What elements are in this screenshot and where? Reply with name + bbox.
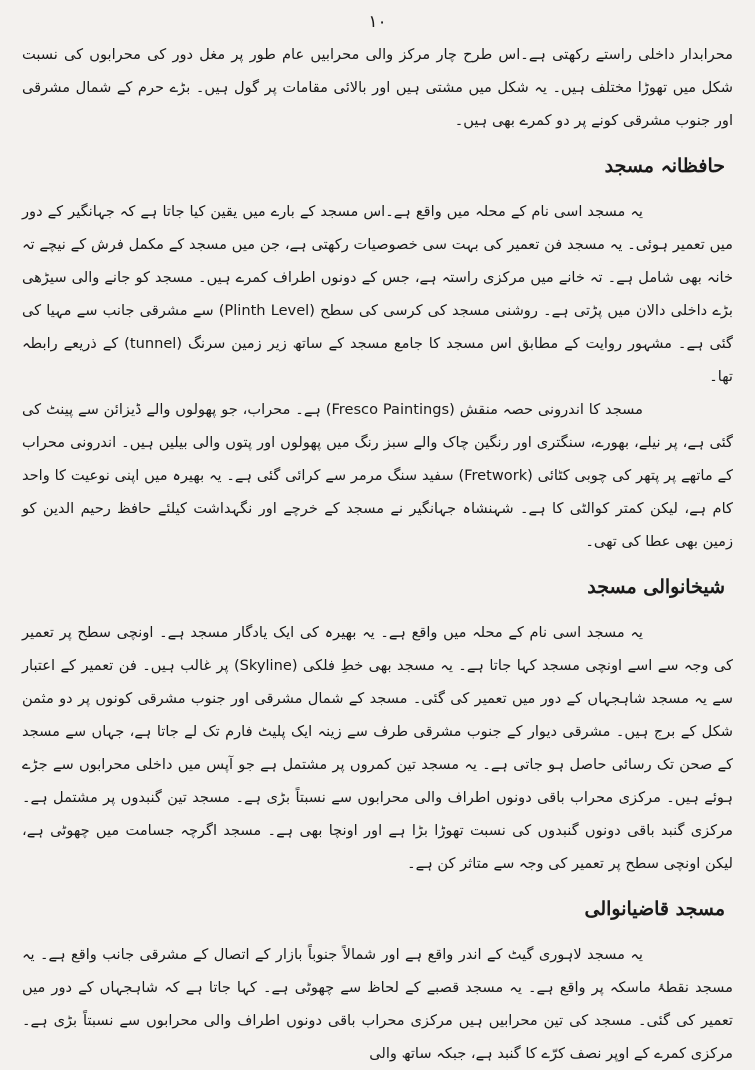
section-heading-hafizana-masjid: حافظانہ مسجد [604,155,725,177]
section-heading-qaziyanwali-masjid: مسجد قاضیانوالی [584,898,725,920]
page-number: ۱۰ [368,12,387,32]
paragraph-intro: محرابدار داخلی راستے رکھتی ہے۔اس طرح چار مرکز والی محرابیں عام طور پر مغل دور کی محرابوں کی نسبت شکل میں تھوڑا مختلف ہیں۔ یہ شکل میں مشتی ہیں اور بالائی مقامات پر گول ہیں۔ بڑے حرم کے شمال مشرقی اور جنوب مشرقی کونے پر دو کمرے بھی ہیں۔ [22,46,733,129]
paragraph-hafizana-1: یہ مسجد اسی نام کے محلہ میں واقع ہے۔اس مسجد کے بارے میں یقین کیا جاتا ہے کہ جہانگیر کے دور میں تعمیر ہوئی۔ یہ مسجد فن تعمیر کی بہت سی خصوصیات رکھتی ہے، جن میں مسجد کے مکمل فرش کے نیچے تہ خانہ بھی شامل ہے۔ تہ خانے میں مرکزی راستہ ہے، جس کے دونوں اطراف کمرے ہیں۔ مسجد کو جانے والی سیڑھی بڑے داخلی دالان میں پڑتی ہے۔ روشنی مسجد کی کرسی کی سطح (Plinth Level) سے مشرقی جانب سے مہیا کی گئی ہے۔ مشہور روایت کے مطابق اس مسجد کا جامع مسجد کے ساتھ زیر زمین سرنگ (tunnel) کے ذریعے رابطہ تھا۔ [22,203,733,385]
paragraph-sheikhanwali-1: یہ مسجد اسی نام کے محلہ میں واقع ہے۔ یہ بھیرہ کی ایک یادگار مسجد ہے۔ اونچی سطح پر تعمیر کی وجہ سے اسے اونچی مسجد کہا جاتا ہے۔ یہ مسجد بھی خطِ فلکی (Skyline) پر غالب ہیں۔ فن تعمیر کے اعتبار سے یہ مسجد شاہجہاں کے دور میں تعمیر کی گئی۔ مسجد کے شمال مشرقی اور جنوب مشرقی کونوں پر دو مثمن شکل کے برج ہیں۔ مشرقی دیوار کے جنوب مشرقی طرف سے زینہ ایک پلیٹ فارم تک لے جاتا ہے، جہاں سے مسجد کے صحن تک رسائی حاصل ہو جاتی ہے۔ یہ مسجد تین کمروں پر مشتمل ہے جو آپس میں داخلی محرابوں سے جڑے ہوئے ہیں۔ مرکزی محراب باقی دونوں اطراف والی محرابوں سے نسبتاً بڑی ہے۔ مسجد تین گنبدوں پر مشتمل ہے۔ مرکزی گنبد باقی دونوں گنبدوں کی نسبت تھوڑا بڑا ہے اور اونچا بھی ہے۔ مسجد اگرچہ جسامت میں چھوٹی ہے، لیکن اونچی سطح پر تعمیر کی وجہ سے متاثر کن ہے۔ [22,624,733,872]
paragraph-qaziyanwali-1: یہ مسجد لاہوری گیٹ کے اندر واقع ہے اور شمالاً جنوباً بازار کے اتصال کے مشرقی جانب واقع ہے۔ یہ مسجد نقطۂ ماسکہ پر واقع ہے۔ یہ مسجد قصبے کے لحاظ سے چھوٹی ہے۔ کہا جاتا ہے کہ شاہجہاں کے دور میں تعمیر کی گئی۔ مسجد کی تین محرابیں ہیں مرکزی محراب باقی دونوں اطراف والی محرابوں سے نسبتاً بڑی ہے۔ مرکزی کمرے کے اوپر نصف کرّے کا گنبد ہے، جبکہ ساتھ والی [22,946,733,1062]
section-heading-sheikhanwali-masjid: شیخانوالی مسجد [587,576,725,598]
paragraph-hafizana-2: مسجد کا اندرونی حصہ منقش (Fresco Paintings) ہے۔ محراب، جو پھولوں والے ڈیزائن سے پینٹ کی گئی ہے، پر نیلے، بھورے، سنگتری اور رنگین چاک والے سبز رنگ میں پھولوں اور پتوں والی بیلیں ہیں۔ اندرونی محراب کے ماتھے پر پتھر کی چوبی کٹائی (Fretwork) سفید سنگ مرمر سے کرائی گئی ہے۔ یہ بھیرہ میں اپنی نوعیت کا واحد کام ہے، لیکن کمتر کوالٹی کا ہے۔ شہنشاہ جہانگیر نے مسجد کے خرچے اور نگہداشت کیلئے حافظ رحیم الدین کو زمین بھی عطا کی تھی۔ [22,401,733,550]
